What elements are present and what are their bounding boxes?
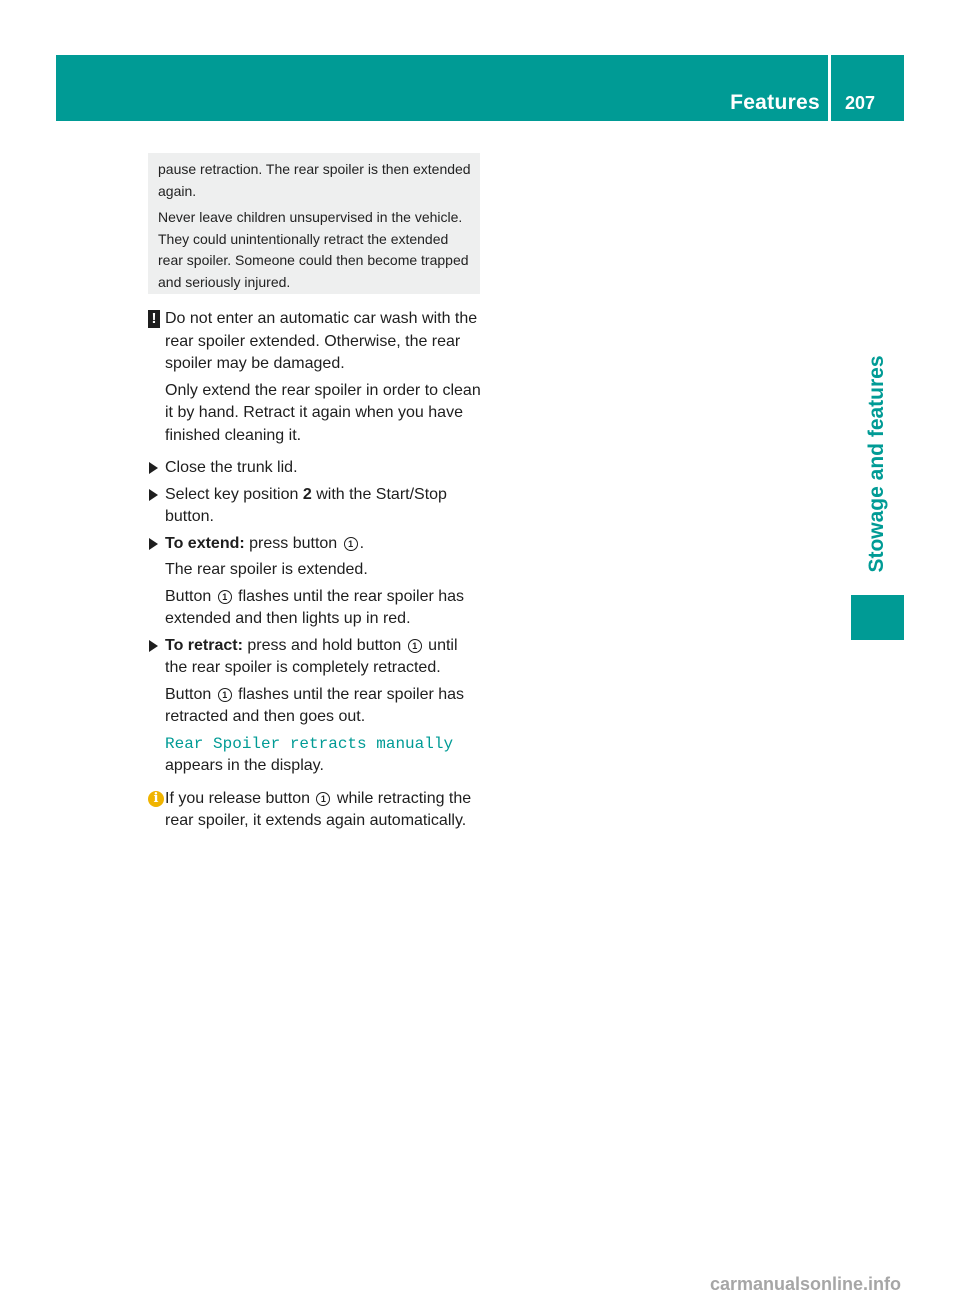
- warning-text: Never leave children unsupervised in the vehicle. They could unintentionally retract the extended rear spoiler. Someone could then become trapped and seriously injured.: [158, 209, 469, 290]
- step-result: The rear spoiler is extended.: [165, 561, 368, 578]
- step-text: To retract: press and hold button 1 until the rear spoiler is completely retracted.: [165, 636, 458, 676]
- exclamation-icon: !: [148, 310, 160, 328]
- button-callout-icon: 1: [218, 590, 232, 604]
- note-text: Do not enter an automatic car wash with the rear spoiler extended. Otherwise, the rear spoiler may be damaged.: [165, 310, 478, 372]
- step-item: [148, 457, 484, 480]
- button-callout-icon: 1: [408, 639, 422, 653]
- step-text: Select key position 2 with the Start/Stop button.: [165, 485, 447, 525]
- key-position: 2: [302, 485, 312, 503]
- note-text: Only extend the rear spoiler in order to clean it by hand. Retract it again when you have finished cleaning it.: [165, 381, 481, 444]
- step-result: Button 1 flashes until the rear spoiler has extended and then lights up in red.: [165, 587, 465, 627]
- display-suffix: appears in the display.: [165, 757, 324, 774]
- side-tab-marker: [851, 595, 904, 640]
- info-text: If you release button 1 while retracting the rear spoiler, it extends again automatically.: [165, 789, 472, 829]
- display-message: Rear Spoiler retracts manually: [165, 734, 454, 753]
- page-number: 207: [845, 93, 876, 113]
- step-text: To extend: press button 1 .: [165, 534, 365, 552]
- warning-text: pause retraction. The rear spoiler is then extended again.: [158, 161, 471, 199]
- step-item: [148, 635, 484, 778]
- step-arrow-icon: [148, 535, 160, 553]
- info-icon: i: [148, 791, 164, 807]
- step-text: Close the trunk lid.: [165, 459, 298, 476]
- step-arrow-icon: [148, 486, 160, 504]
- button-callout-icon: 1: [344, 537, 358, 551]
- side-tab-label: Stowage and features: [865, 355, 888, 573]
- header-divider: [828, 55, 831, 121]
- damage-note: [148, 308, 484, 447]
- watermark: carmanualsonline.info: [710, 1274, 902, 1294]
- info-note: [148, 788, 484, 833]
- header-bar: [56, 55, 904, 121]
- step-item: [148, 533, 484, 631]
- section-title: Features: [730, 91, 820, 114]
- button-callout-icon: 1: [316, 792, 330, 806]
- step-arrow-icon: [148, 637, 160, 655]
- step-arrow-icon: [148, 459, 160, 477]
- step-item: [148, 484, 484, 529]
- main-content: [148, 308, 484, 837]
- button-callout-icon: 1: [218, 688, 232, 702]
- step-result: Button 1 flashes until the rear spoiler has retracted and then goes out.: [165, 685, 465, 725]
- warning-box: [148, 153, 480, 294]
